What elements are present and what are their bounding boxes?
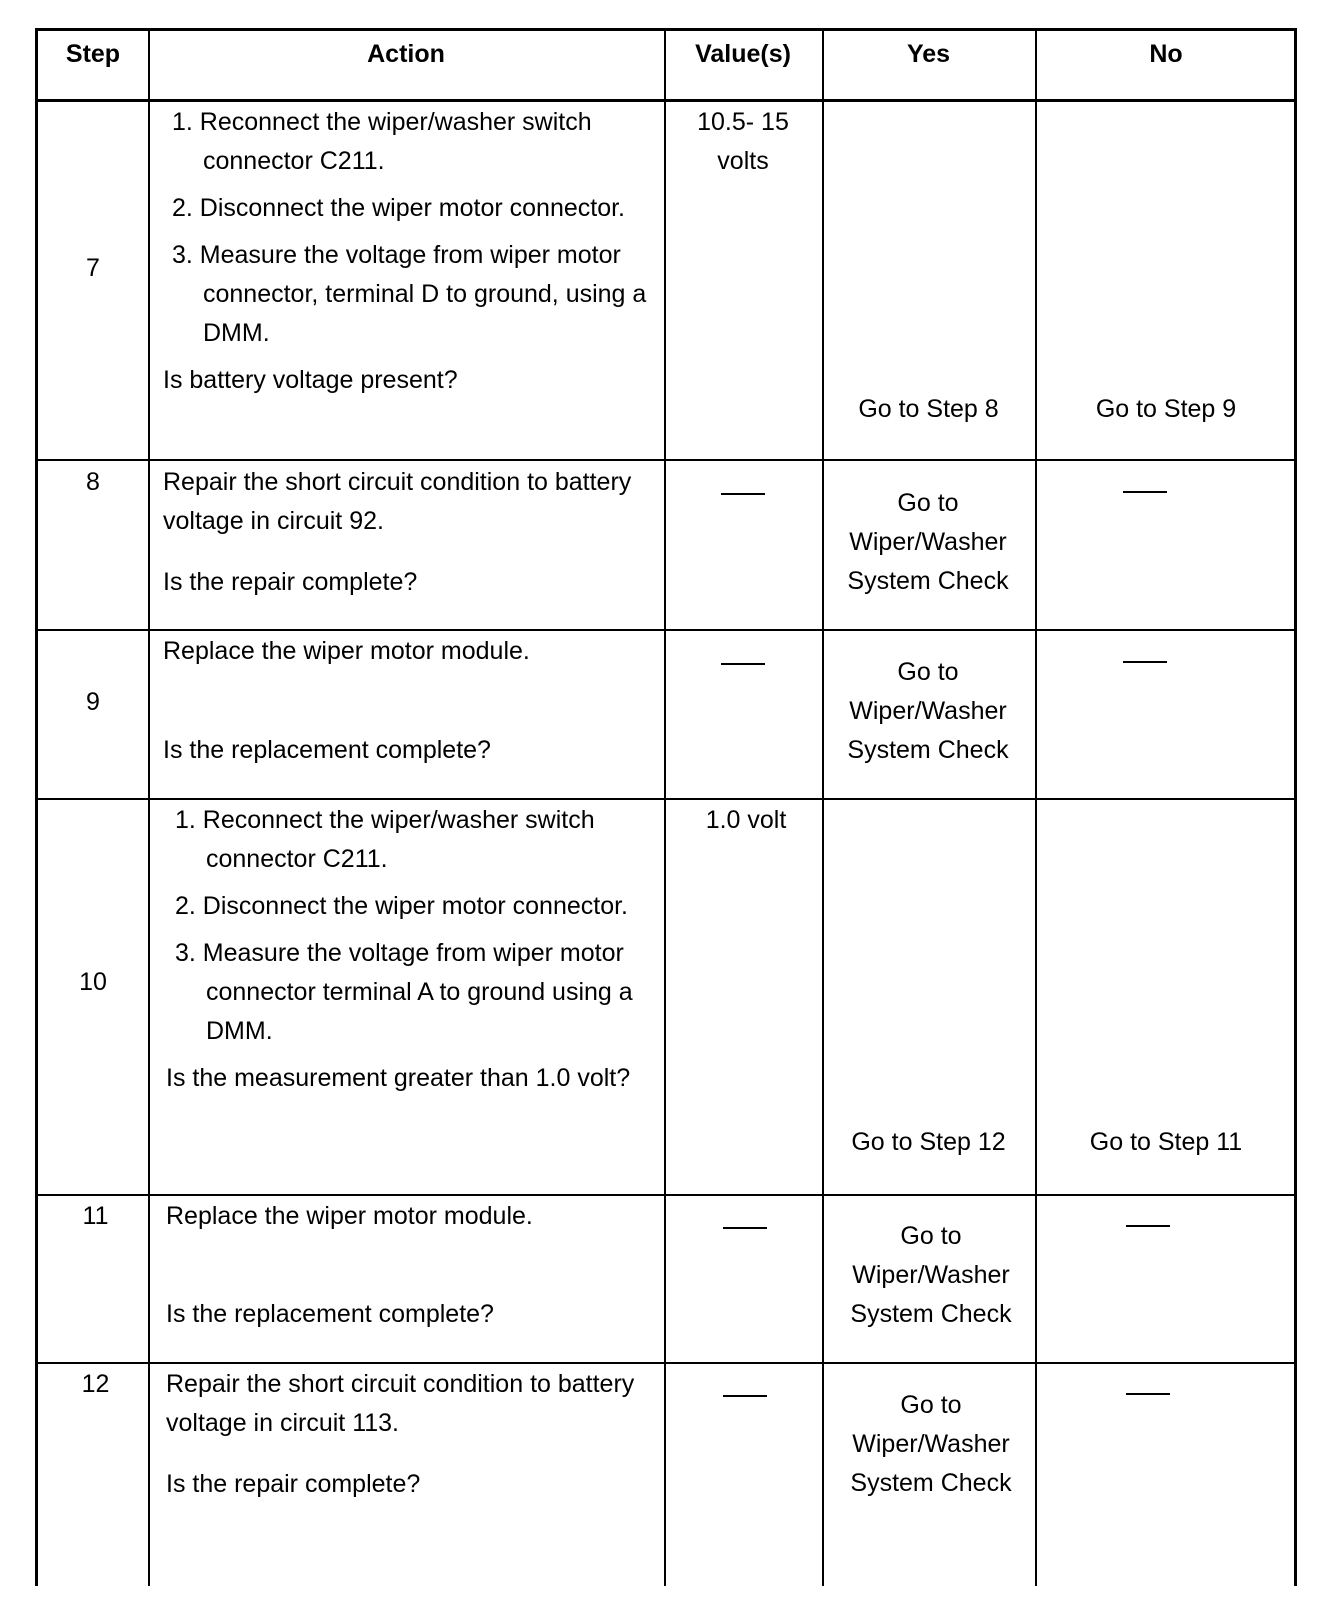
no-cell [1126, 1225, 1170, 1227]
value-cell [721, 493, 765, 495]
value-cell: 10.5- 15 volts [697, 108, 789, 175]
header-yes: Yes [906, 40, 951, 68]
no-cell [1123, 491, 1167, 493]
column-divider [148, 31, 150, 1586]
no-cell [1123, 661, 1167, 663]
row-divider [38, 798, 1294, 800]
value-cell [723, 1227, 767, 1229]
row-divider [38, 1194, 1294, 1196]
header-values: Value(s) [695, 40, 791, 68]
step-number: 12 [81, 1370, 110, 1398]
yes-cell: Go to Wiper/Washer System Check [850, 1222, 1012, 1328]
no-cell [1126, 1393, 1170, 1395]
yes-cell: Go to Step 8 [858, 395, 999, 423]
action-text: Replace the wiper motor module. [163, 637, 530, 665]
column-divider [822, 31, 824, 1586]
action-cell [166, 801, 656, 1098]
no-cell: Go to Step 11 [1089, 1128, 1243, 1156]
step-number: 9 [86, 688, 100, 716]
action-cell [163, 632, 653, 770]
yes-cell: Go to Wiper/Washer System Check [847, 489, 1009, 595]
action-question: Is battery voltage present? [163, 366, 458, 394]
row-divider [38, 459, 1294, 461]
action-text: Repair the short circuit condition to battery voltage in circuit 113. [166, 1370, 635, 1437]
action-step-item: 1. Reconnect the wiper/washer switch connector C211. [175, 806, 595, 873]
value-cell: 1.0 volt [705, 806, 787, 834]
action-cell [166, 1365, 656, 1504]
row-divider [38, 629, 1294, 631]
no-cell: Go to Step 9 [1095, 395, 1237, 423]
action-cell [166, 1197, 656, 1334]
header-divider [38, 99, 1294, 102]
action-cell [163, 463, 653, 602]
row-divider [38, 1362, 1294, 1364]
step-number: 11 [82, 1202, 109, 1230]
action-question: Is the replacement complete? [166, 1300, 494, 1328]
header-no: No [1149, 40, 1183, 68]
value-cell [721, 663, 765, 665]
header-step: Step [65, 40, 121, 68]
action-question: Is the repair complete? [166, 1470, 421, 1498]
yes-cell: Go to Wiper/Washer System Check [847, 658, 1009, 764]
action-step-item: 3. Measure the voltage from wiper motor connector, terminal D to ground, using a DMM. [172, 241, 647, 347]
diagnostic-table [35, 28, 1297, 1586]
step-number: 7 [86, 254, 100, 282]
action-cell [163, 103, 653, 400]
action-text: Repair the short circuit condition to battery voltage in circuit 92. [163, 468, 632, 535]
yes-cell: Go to Step 12 [851, 1128, 1006, 1156]
action-step-item: 2. Disconnect the wiper motor connector. [175, 892, 629, 920]
action-step-item: 2. Disconnect the wiper motor connector. [172, 194, 626, 222]
step-number: 8 [86, 468, 100, 496]
action-text: Replace the wiper motor module. [166, 1202, 533, 1230]
action-question: Is the measurement greater than 1.0 volt? [166, 1064, 631, 1092]
value-cell [723, 1395, 767, 1397]
step-number: 10 [79, 968, 107, 996]
column-divider [1035, 31, 1037, 1586]
action-step-item: 1. Reconnect the wiper/washer switch connector C211. [172, 108, 592, 175]
action-question: Is the repair complete? [163, 568, 418, 596]
action-question: Is the replacement complete? [163, 736, 491, 764]
header-action: Action [367, 40, 445, 68]
yes-cell: Go to Wiper/Washer System Check [850, 1391, 1012, 1497]
column-divider [664, 31, 666, 1586]
action-step-item: 3. Measure the voltage from wiper motor connector terminal A to ground using a DMM. [175, 939, 633, 1045]
